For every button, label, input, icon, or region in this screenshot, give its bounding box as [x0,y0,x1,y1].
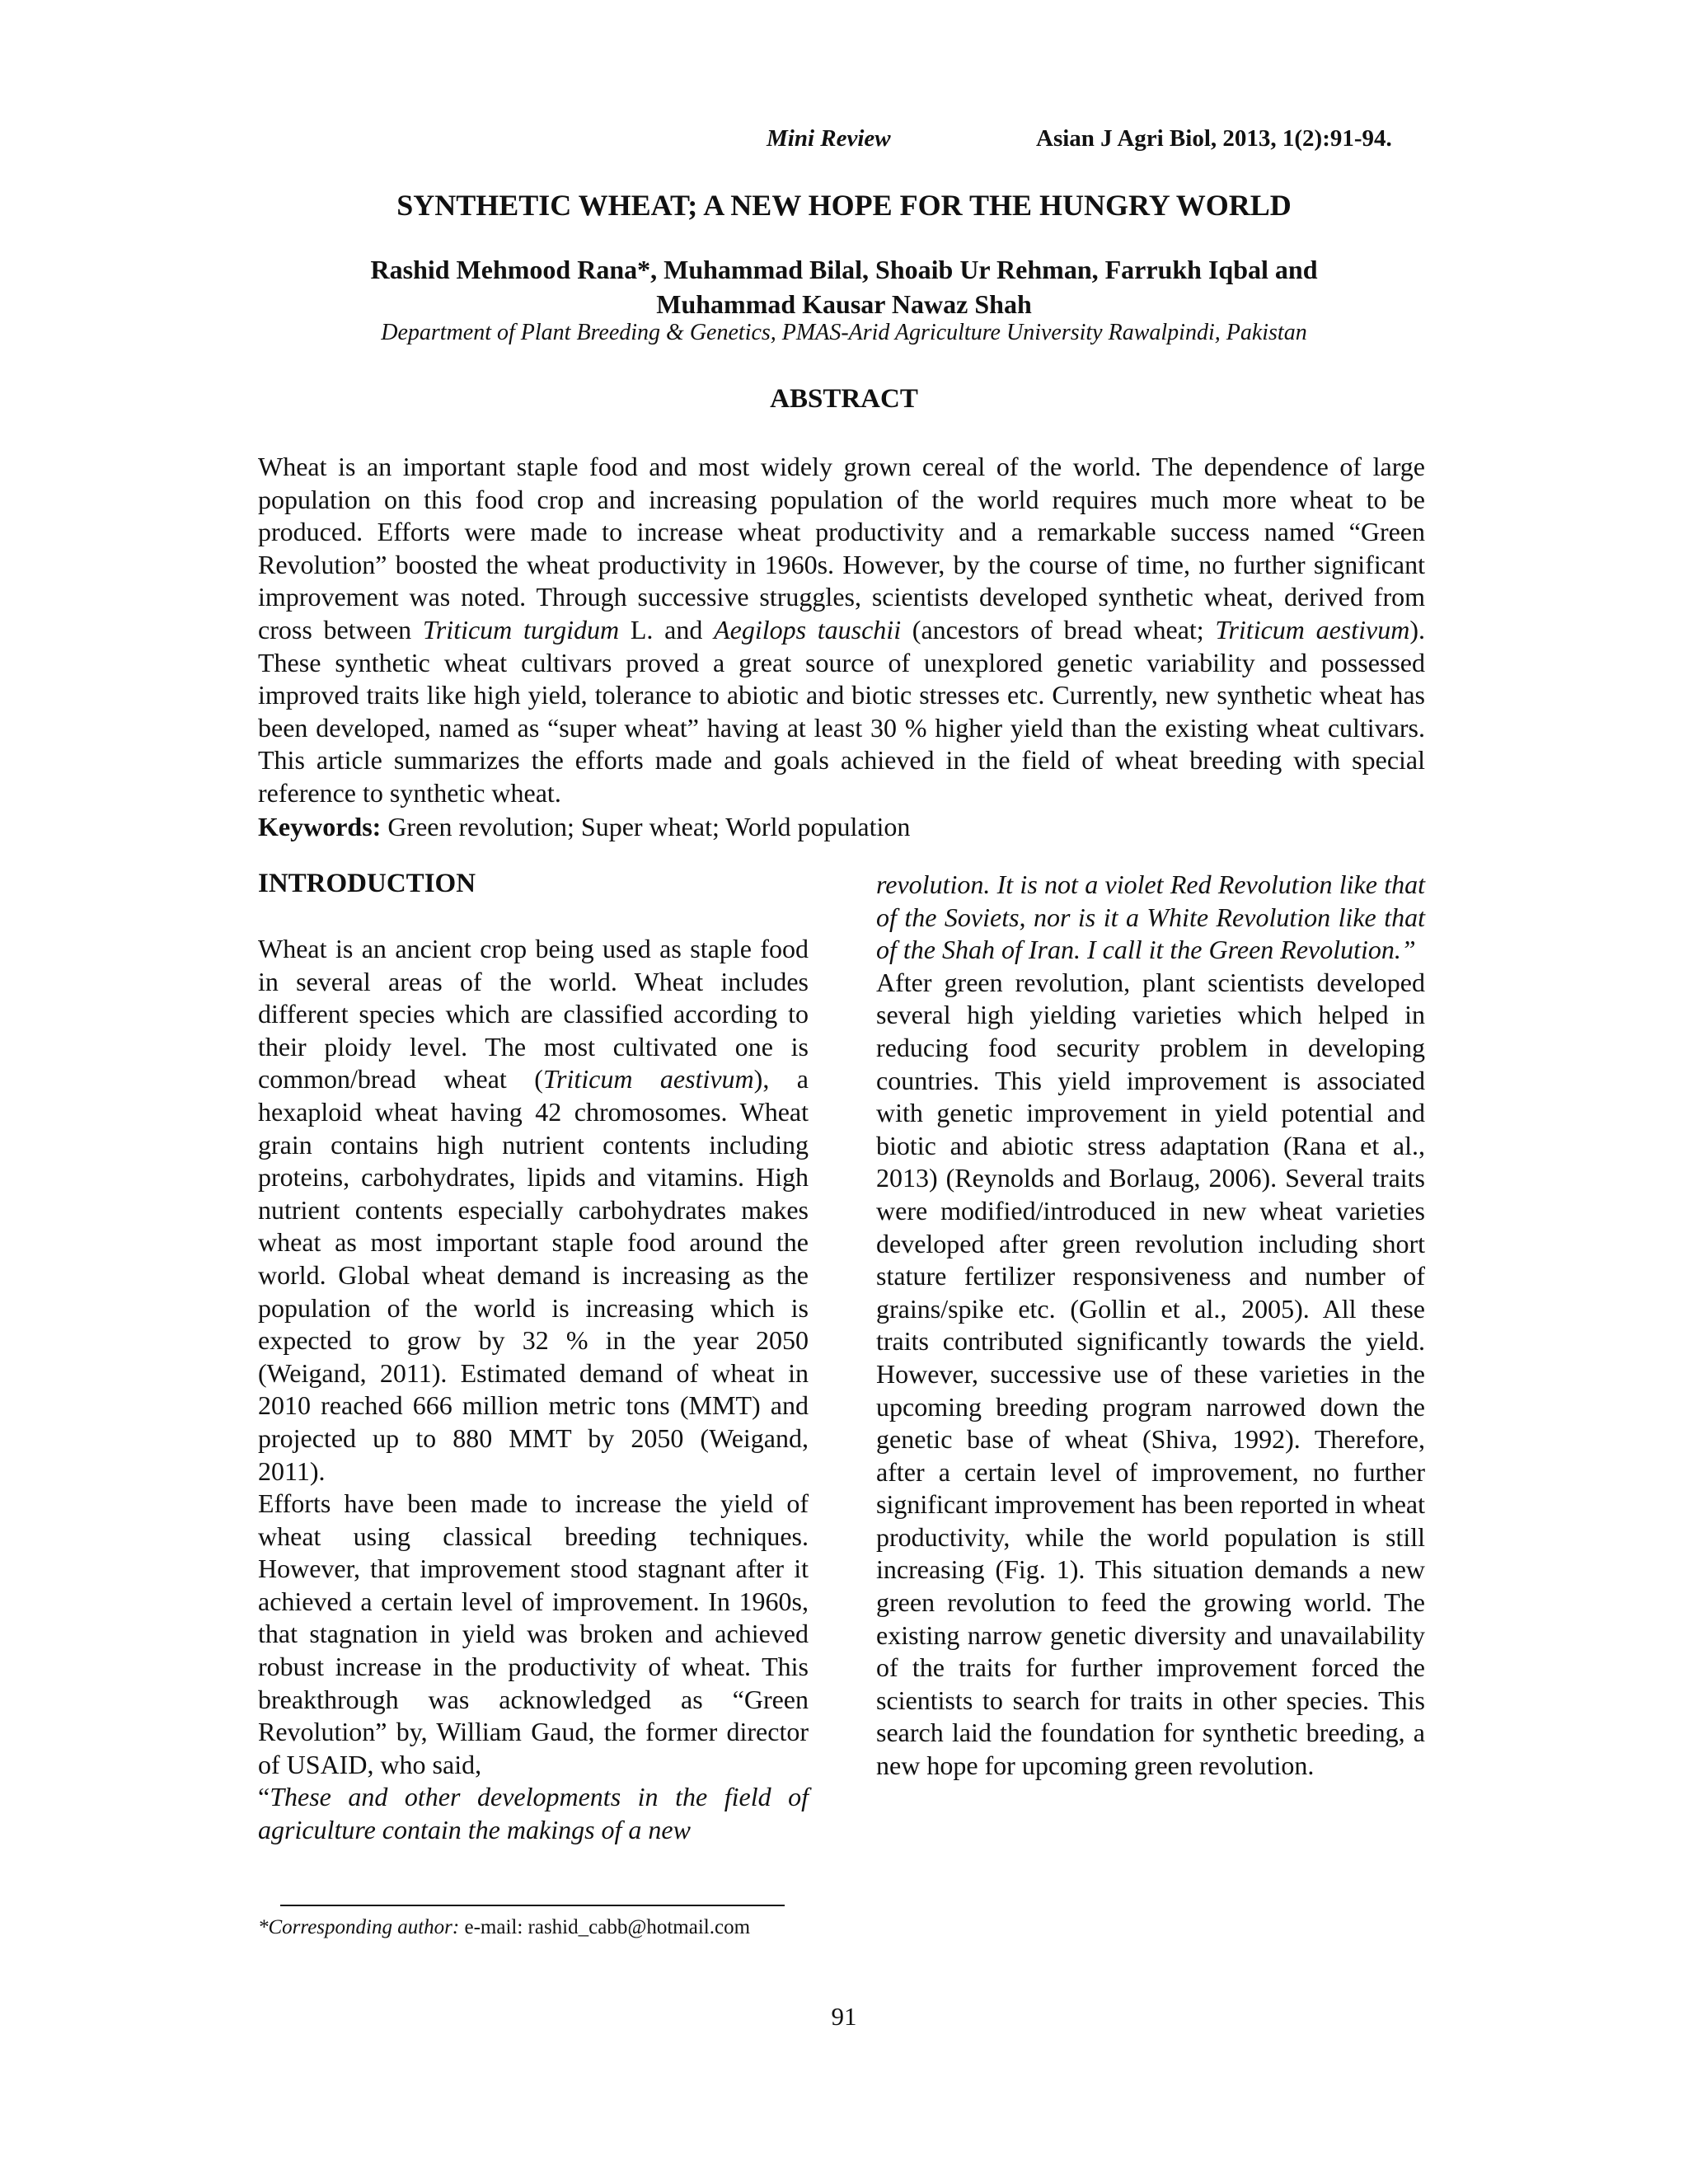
footnote-label: *Corresponding author: [258,1916,460,1938]
abstract-body [258,451,1425,810]
abstract-text-2: L. and [619,614,715,644]
abstract-text-3: (ancestors of bread wheat; [901,614,1216,644]
species-name: Triticum turgidum [422,614,620,644]
section-label: Mini Review [767,125,891,152]
left-column [258,933,809,1847]
quote-mark: “ [258,1782,270,1812]
page-number: 91 [831,2002,857,2031]
footnote-divider [280,1905,785,1906]
quote-text: These and other developments in the field of agriculture contain the makings of a new [258,1782,809,1845]
journal-citation: Asian J Agri Biol, 2013, 1(2):91-94. [1036,125,1392,152]
abstract-text-4: ). These synthetic wheat cultivars proved a great source of unexplored genetic variability and possessed improved traits like high yield, tolerance to abiotic and biotic stresses etc. Currently, new synthetic wheat has been developed, named as “super wheat” having at least 30 % higher yield than the existing wheat cultivars. This article summarizes the efforts made and goals achieved in the field of wheat breeding with special reference to synthetic wheat. [258,614,1426,808]
keywords-label: Keywords: [258,812,382,841]
author-line-2: Muhammad Kausar Nawaz Shah [656,289,1032,319]
intro-paragraph-2: Efforts have been made to increase the yield of wheat using classical breeding techniques. However, that improvement stood stagnant after it achieved a certain level of improvement. In 1960s, that stagnation in yield was broken and achieved robust increase in the productivity of wheat. This breakthrough was acknowledged as “Green Revolution” by, William Gaud, the former director of USAID, who said, [258,1488,809,1779]
author-line-1: Rashid Mehmood Rana*, Muhammad Bilal, Shoaib Ur Rehman, Farrukh Iqbal and [370,255,1318,284]
intro-paragraph-3: After green revolution, plant scientists developed several high yielding varieties which helped in reducing food security problem in developing countries. This yield improvement is associated with genetic improvement in yield potential and biotic and abiotic stress adaptation (Rana et al., 2013) (Reynolds and Borlaug, 2006). Several traits were modified/introduced in new wheat varieties developed after green revolution including short stature fertilizer responsiveness and number of grains/spike etc. (Gollin et al., 2005). All these traits contributed significantly towards the yield. However, successive use of these varieties in the upcoming breeding program narrowed down the genetic base of wheat (Shiva, 1992). Therefore, after a certain level of improvement, no further significant improvement has been reported in wheat productivity, while the world population is still increasing (Fig. 1). This situation demands a new green revolution to feed the growing world. The existing narrow genetic diversity and unavailability of the traits for further improvement forced the scientists to search for traits in other species. This search laid the foundation for synthetic breeding, a new hope for upcoming green revolution. [876,967,1425,1781]
keywords-text: Green revolution; Super wheat; World population [381,812,911,841]
abstract-text-1: Wheat is an important staple food and most widely grown cereal of the world. The dependence of large population on this food crop and increasing population of the world requires much more wheat to be produced. Efforts were made to increase wheat productivity and a remarkable success named “Green Revolution” boosted the wheat productivity in 1960s. However, by the course of time, no further significant improvement was noted. Through successive struggles, scientists developed synthetic wheat, derived from cross between [258,452,1425,644]
species-name: Triticum aestivum [542,1064,754,1094]
quote-continuation: revolution. It is not a violet Red Revolution like that of the Soviets, nor is it a White Revolution like that of the Shah of Iran. I call it the Green Revolution.” [876,869,1425,965]
affiliation: Department of Plant Breeding & Genetics, PMAS-Arid Agriculture University Rawalpindi, Pakistan [381,320,1307,345]
paragraph-text: Wheat is an ancient crop being used as staple food in several areas of the world. Wheat includes different species which are classified according to their ploidy level. The most cultivated one is common/bread wheat ( [258,934,809,1094]
author-list [0,252,1688,321]
footnote-text: e-mail: rashid_cabb@hotmail.com [459,1916,751,1938]
quote-start [258,1781,809,1846]
abstract-heading: ABSTRACT [770,384,918,414]
paragraph-text: ), a hexaploid wheat having 42 chromosomes. Wheat grain contains high nutrient contents including proteins, carbohydrates, lipids and vitamins. High nutrient contents especially carbohydrates makes wheat as most important staple food around the world. Global wheat demand is increasing as the population of the world is increasing which is expected to grow by 32 % in the year 2050 (Weigand, 2011). Estimated demand of wheat in 2010 reached 666 million metric tons (MMT) and projected up to 880 MMT by 2050 (Weigand, 2011). [258,1064,809,1486]
species-name: Triticum aestivum [1215,614,1410,644]
keywords [258,810,1425,843]
footnote [258,1916,750,1939]
introduction-heading: INTRODUCTION [258,869,476,898]
paper-title: SYNTHETIC WHEAT; A NEW HOPE FOR THE HUNGRY WORLD [396,189,1292,222]
species-name: Aegilops tauschii [714,614,902,644]
right-column [876,869,1425,1783]
intro-paragraph-1 [258,933,809,1488]
